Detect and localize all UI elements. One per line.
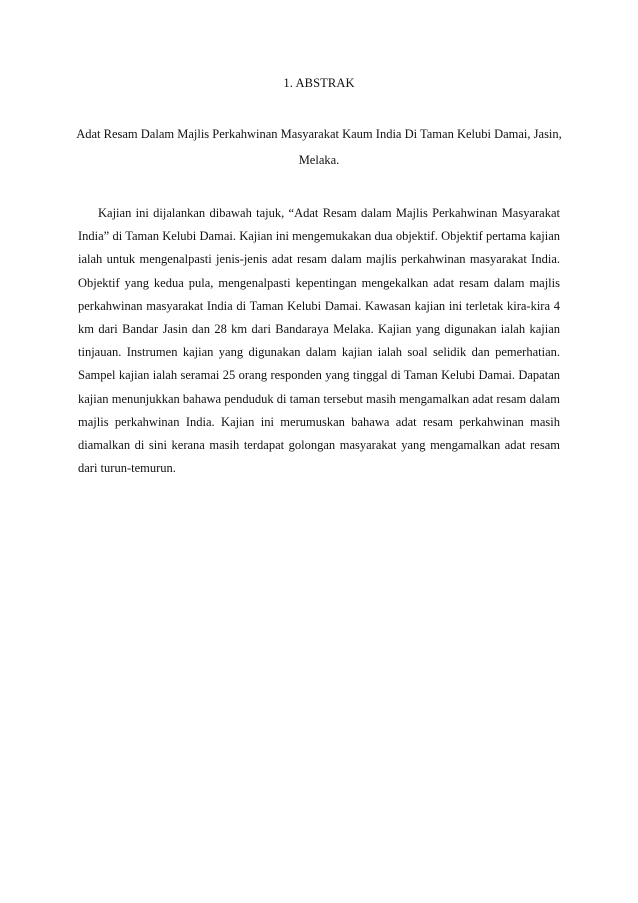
section-heading: 1. ABSTRAK — [283, 76, 355, 90]
document-title: Adat Resam Dalam Majlis Perkahwinan Masyarakat Kaum India Di Taman Kelubi Damai, Jasin, Melaka. — [76, 127, 562, 167]
abstract-paragraph: Kajian ini dijalankan dibawah tajuk, “Adat Resam dalam Majlis Perkahwinan Masyarakat India” di Taman Kelubi Damai. Kajian ini mengemukakan dua objektif. Objektif pertama kajian ialah untuk mengenalpasti jenis-jenis adat resam dalam majlis perkahwinan masyarakat India. Objektif yang kedua pula, mengenalpasti kepentingan mengekalkan adat resam dalam majlis perkahwinan masyarakat India di Taman Kelubi Damai. Kawasan kajian ini terletak kira-kira 4 km dari Bandar Jasin dan 28 km dari Bandaraya Melaka. Kajian yang digunakan ialah kajian tinjauan. Instrumen kajian yang digunakan dalam kajian ialah soal selidik dan pemerhatian. Sampel kajian ialah seramai 25 orang responden yang tinggal di Taman Kelubi Damai. Dapatan kajian menunjukkan bahawa penduduk di taman tersebut masih mengamalkan adat resam dalam majlis perkahwinan India. Kajian ini merumuskan bahawa adat resam perkahwinan masih diamalkan di sini kerana masih terdapat golongan masyarakat yang mengamalkan adat resam dari turun-temurun. — [78, 206, 560, 476]
